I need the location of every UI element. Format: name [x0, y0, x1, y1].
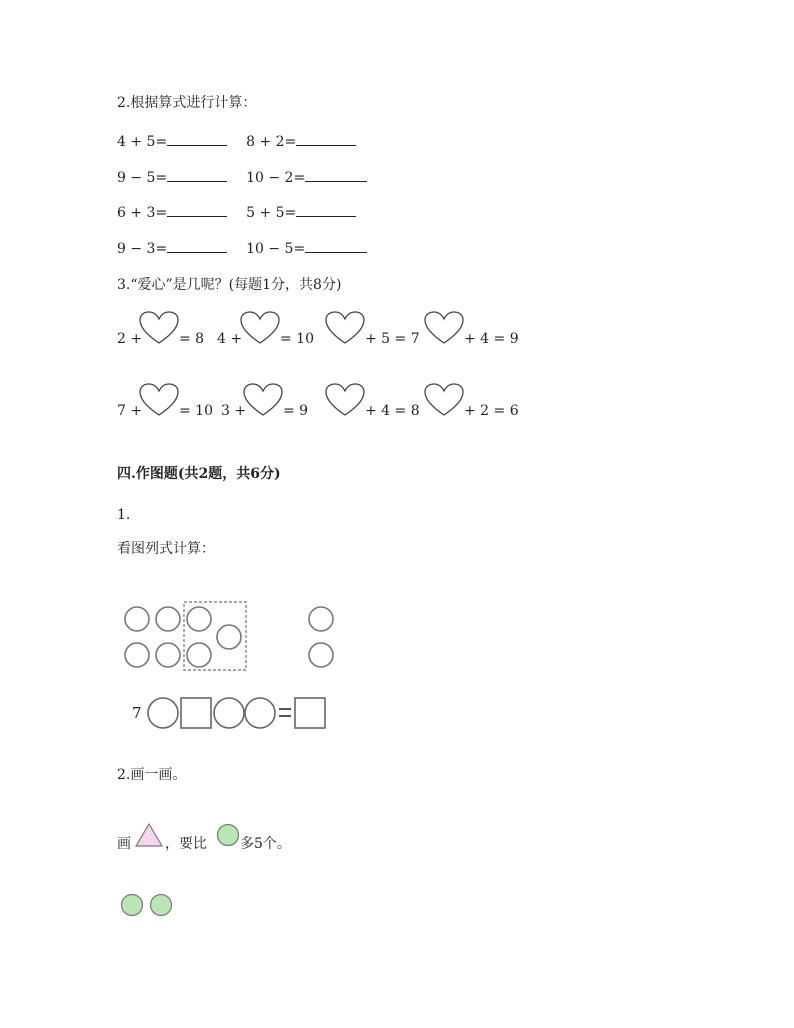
answer-blank[interactable] [305, 240, 367, 253]
equation-suffix: = 9 [283, 403, 309, 419]
triangle-icon [134, 822, 164, 848]
equation: 10 − 5= [246, 241, 306, 257]
heart-icon[interactable] [139, 383, 179, 417]
heart-icon[interactable] [240, 311, 280, 345]
green-circle-icon [215, 822, 241, 848]
equation: 4 + 5= [117, 134, 168, 150]
equation-suffix: + 4 = 8 [365, 403, 420, 419]
circle-shape [309, 607, 333, 631]
green-circle [122, 895, 143, 916]
circle-shape [125, 643, 149, 667]
draw-instruction-middle: ，要比 [165, 836, 207, 852]
answer-blank[interactable] [296, 204, 356, 217]
heart-icon[interactable] [424, 383, 464, 417]
problem-number: 1. [117, 507, 131, 523]
equation-prefix: 7 + [117, 403, 143, 419]
draw-instruction-start: 画 [117, 836, 131, 852]
equation: 8 + 2= [246, 134, 297, 150]
circle-shape [156, 607, 180, 631]
green-circles-group [118, 892, 178, 918]
heart-icon[interactable] [424, 311, 464, 345]
equation-suffix: = 10 [280, 331, 314, 347]
operator-circle [214, 698, 244, 728]
circle-shape [217, 625, 241, 649]
draw-instruction-end: 多5个。 [240, 836, 291, 852]
circle-group-figure [115, 595, 345, 675]
equation-suffix: + 4 = 9 [464, 331, 519, 347]
heart-icon[interactable] [325, 383, 365, 417]
equation: 5 + 5= [246, 205, 297, 221]
heart-icon[interactable] [243, 383, 283, 417]
operator-circle [148, 698, 178, 728]
equation-suffix: + 5 = 7 [365, 331, 420, 347]
number-box [181, 698, 211, 728]
answer-blank[interactable] [167, 169, 227, 182]
equation-start-number: 7 [132, 704, 142, 722]
equation-suffix: = 10 [179, 403, 213, 419]
problem-2-title: 2.画一画。 [117, 767, 187, 783]
equation: 10 − 2= [246, 170, 306, 186]
equation-prefix: 3 + [221, 403, 247, 419]
q2-title: 2.根据算式进行计算： [117, 95, 257, 111]
answer-blank[interactable] [305, 169, 367, 182]
equation: 9 − 3= [117, 241, 168, 257]
green-circle [151, 895, 172, 916]
circle-shape [125, 607, 149, 631]
problem-instruction: 看图列式计算： [117, 541, 215, 557]
answer-blank[interactable] [167, 240, 227, 253]
q3-title: 3.“爱心”是几呢？(每题1分，共8分) [117, 277, 342, 293]
section-heading: 四.作图题(共2题，共6分) [117, 466, 281, 482]
q2-row-2 [117, 169, 367, 187]
q2-row-3 [117, 204, 356, 222]
equation-prefix: 2 + [117, 331, 143, 347]
answer-blank[interactable] [296, 133, 356, 146]
q2-row-1 [117, 133, 356, 151]
equation: 6 + 3= [117, 205, 168, 221]
answer-blank[interactable] [167, 204, 227, 217]
circle-shape [156, 643, 180, 667]
circle-shape [187, 643, 211, 667]
operator-circle [245, 698, 275, 728]
equation-boxes [146, 695, 331, 731]
answer-blank[interactable] [167, 133, 227, 146]
circle-shape [187, 607, 211, 631]
q2-row-4 [117, 240, 367, 258]
equation: 9 − 5= [117, 170, 168, 186]
result-box [295, 698, 325, 728]
equation-suffix: = 8 [179, 331, 205, 347]
heart-icon[interactable] [139, 311, 179, 345]
equation-suffix: + 2 = 6 [464, 403, 519, 419]
equation-prefix: 4 + [217, 331, 243, 347]
heart-icon[interactable] [325, 311, 365, 345]
circle-shape [309, 643, 333, 667]
